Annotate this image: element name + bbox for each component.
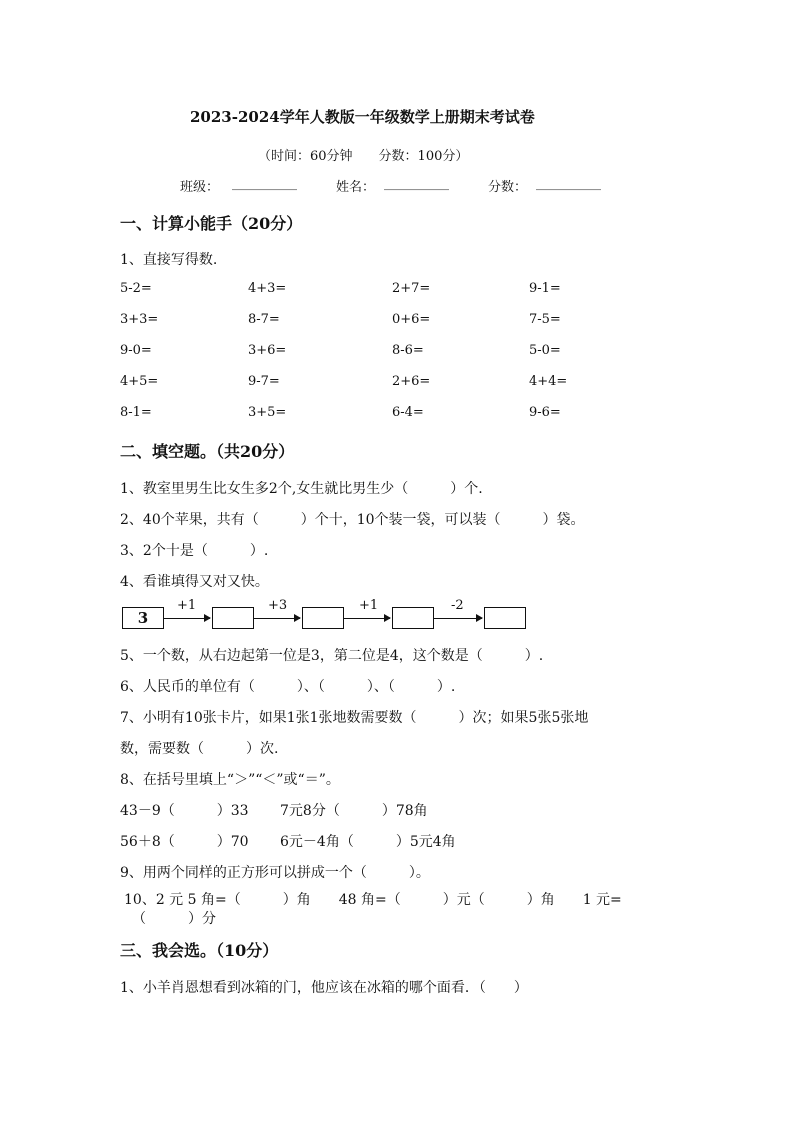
calc-item: 5-0= xyxy=(529,343,561,358)
chain-answer-box[interactable] xyxy=(302,607,344,629)
question-2-7-line1: 7、小明有10张卡片，如果1张1张地数需要数（ ）次；如果5张5张地 xyxy=(120,710,589,726)
chain-op: -2 xyxy=(451,598,464,613)
question-2-2: 2、40个苹果，共有（ ）个十，10个装一袋，可以装（ ）袋。 xyxy=(120,512,585,528)
question-2-10-line1: 10、2 元 5 角=（ ）角 48 角=（ ）元（ ）角 1 元= xyxy=(124,892,622,908)
compare-item: 43－9（ ）33 xyxy=(120,803,249,819)
class-label: 班级： xyxy=(180,180,220,195)
compare-item: 56＋8（ ）70 xyxy=(120,834,249,850)
chain-answer-box[interactable] xyxy=(392,607,434,629)
question-2-1: 1、教室里男生比女生多2个,女生就比男生少（ ）个. xyxy=(120,481,483,497)
score-label: 分数： xyxy=(488,180,528,195)
chain-start-box xyxy=(122,607,164,629)
exam-time-score: （时间：60分钟 分数：100分） xyxy=(258,149,469,164)
question-2-3: 3、2个十是（ ）. xyxy=(120,543,269,559)
compare-item: 7元8分（ ）78角 xyxy=(280,803,428,819)
calc-item: 9-0= xyxy=(120,343,152,358)
calc-item: 3+5= xyxy=(248,405,287,420)
calc-item: 8-7= xyxy=(248,312,280,327)
calc-item: 4+4= xyxy=(529,374,568,389)
chain-arrow xyxy=(164,618,210,619)
question-1-1: 1、直接写得数. xyxy=(120,252,218,268)
question-2-6: 6、人民币的单位有（ ）、（ ）、（ ）. xyxy=(120,679,456,695)
compare-item: 6元－4角（ ）5元4角 xyxy=(280,834,456,850)
calc-item: 9-1= xyxy=(529,281,561,296)
chain-answer-box[interactable] xyxy=(484,607,526,629)
calc-item: 6-4= xyxy=(392,405,424,420)
calc-item: 9-6= xyxy=(529,405,561,420)
calc-item: 4+3= xyxy=(248,281,287,296)
name-label: 姓名： xyxy=(336,180,376,195)
calc-item: 3+3= xyxy=(120,312,159,327)
page-title: 2023-2024学年人教版一年级数学上册期末考试卷 xyxy=(190,108,535,126)
question-2-5: 5、一个数，从右边起第一位是3，第二位是4，这个数是（ ）. xyxy=(120,648,544,664)
calc-item: 8-6= xyxy=(392,343,424,358)
question-2-8: 8、在括号里填上“＞”“＜”或“＝”。 xyxy=(120,772,340,788)
score-blank: __________ xyxy=(536,176,601,191)
calc-item: 2+6= xyxy=(392,374,431,389)
section-1-heading: 一、计算小能手（20分） xyxy=(120,214,303,233)
chain-arrow xyxy=(344,618,390,619)
section-2-heading: 二、填空题。（共20分） xyxy=(120,442,295,461)
chain-op: +3 xyxy=(268,598,288,613)
calc-item: 7-5= xyxy=(529,312,561,327)
question-2-4: 4、看谁填得又对又快。 xyxy=(120,574,269,590)
calc-item: 9-7= xyxy=(248,374,280,389)
calc-item: 2+7= xyxy=(392,281,431,296)
chain-op: +1 xyxy=(177,598,197,613)
calc-item: 3+6= xyxy=(248,343,287,358)
name-blank: __________ xyxy=(384,176,449,191)
question-3-1: 1、小羊肖恩想看到冰箱的门，他应该在冰箱的哪个面看．（ ） xyxy=(120,980,528,996)
calc-item: 8-1= xyxy=(120,405,152,420)
question-2-7-line2: 数，需要数（ ）次. xyxy=(120,741,279,757)
class-blank: __________ xyxy=(232,176,297,191)
question-2-9: 9、用两个同样的正方形可以拼成一个（ ）。 xyxy=(120,865,430,881)
calc-item: 0+6= xyxy=(392,312,431,327)
section-3-heading: 三、我会选。（10分） xyxy=(120,941,279,960)
chain-start-value: 3 xyxy=(137,609,149,627)
calc-item: 5-2= xyxy=(120,281,152,296)
question-2-10-line2: （ ）分 xyxy=(132,911,216,927)
chain-arrow xyxy=(434,618,482,619)
chain-arrow xyxy=(254,618,300,619)
chain-answer-box[interactable] xyxy=(212,607,254,629)
chain-op: +1 xyxy=(359,598,379,613)
calc-item: 4+5= xyxy=(120,374,159,389)
